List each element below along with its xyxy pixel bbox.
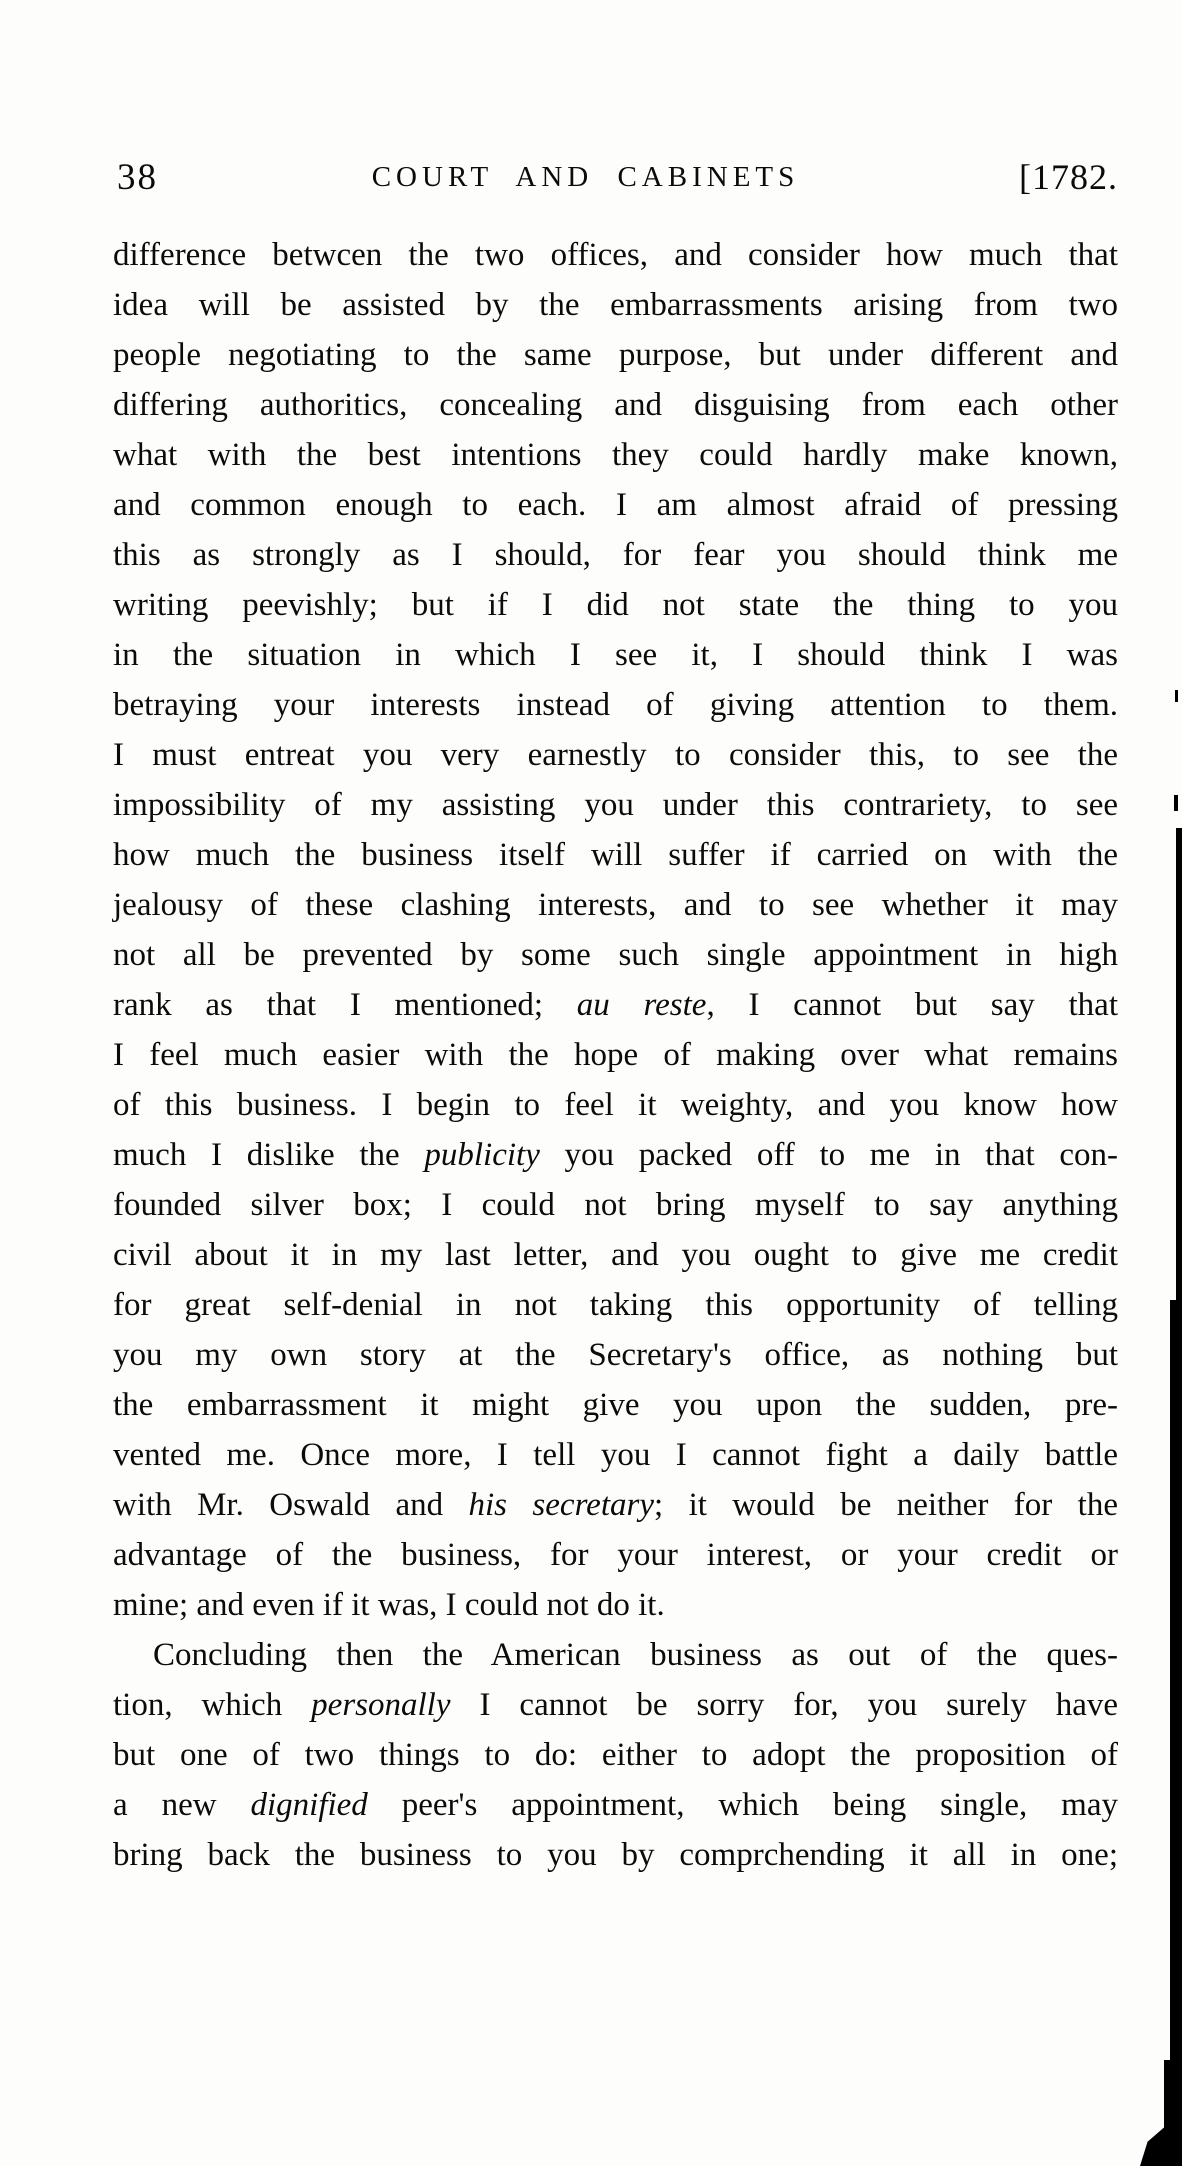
text-line: advantage of the business, for your interest, or your credit or [113,1537,1118,1573]
text-line: in the situation in which I see it, I should think I was [113,637,1118,673]
text-line: what with the best intentions they could hardly make known, [113,437,1118,473]
text-line: with Mr. Oswald and his secretary; it would be neither for the [113,1487,1118,1523]
italic-phrase: personally [311,1687,451,1723]
text-line: this as strongly as I should, for fear you should think me [113,537,1118,573]
text-line: people negotiating to the same purpose, but under different and [113,337,1118,373]
text-line: writing peevishly; but if I did not state the thing to you [113,587,1118,623]
text-line: not all be prevented by some such single appointment in high [113,937,1118,973]
text-line: for great self-denial in not taking this opportunity of telling [113,1287,1118,1323]
text-line: a new dignified peer's appointment, which being single, may [113,1787,1118,1823]
text-line: differing authoritics, concealing and disguising from each other [113,387,1118,423]
text-line: the embarrassment it might give you upon the sudden, pre- [113,1387,1118,1423]
text-line: Concluding then the American business as out of the ques- [153,1637,1118,1673]
italic-phrase: au reste [576,987,707,1023]
year-marker: [1782. [1019,157,1118,197]
scan-artifact-corner-blob [1140,2112,1182,2166]
scan-artifact-dash-upper [1175,690,1178,702]
text-line: founded silver box; I could not bring myself to say anything [113,1187,1118,1223]
running-title: COURT AND CABINETS [371,161,800,193]
italic-phrase: publicity [424,1137,540,1173]
scan-artifact-streak [1176,828,1182,1308]
text-line: and common enough to each. I am almost afraid of pressing [113,487,1118,523]
text-line: jealousy of these clashing interests, and to see whether it may [113,887,1118,923]
page-body-text [113,230,1118,1880]
text-line: how much the business itself will suffer if carried on with the [113,837,1118,873]
italic-phrase: his secretary [468,1487,654,1523]
text-line: rank as that I mentioned; au reste, I cannot but say that [113,987,1118,1023]
text-line: impossibility of my assisting you under this contrariety, to see [113,787,1118,823]
scan-artifact-band [1170,1300,1182,2120]
text-line: tion, which personally I cannot be sorry for, you surely have [113,1687,1118,1723]
text-line: I must entreat you very earnestly to consider this, to see the [113,737,1118,773]
text-line: mine; and even if it was, I could not do it. [113,1587,665,1623]
text-line: civil about it in my last letter, and you ought to give me credit [113,1237,1118,1273]
text-line: much I dislike the publicity you packed off to me in that con- [113,1137,1118,1173]
text-line: of this business. I begin to feel it weighty, and you know how [113,1087,1118,1123]
text-line: I feel much easier with the hope of making over what remains [113,1037,1118,1073]
text-line: idea will be assisted by the embarrassments arising from two [113,287,1118,323]
italic-phrase: dignified [250,1787,368,1823]
scan-artifact-dash [1174,795,1178,811]
text-line: you my own story at the Secretary's office, as nothing but [113,1337,1118,1373]
text-line: vented me. Once more, I tell you I cannot fight a daily battle [113,1437,1118,1473]
page-header [113,156,1118,200]
text-line: but one of two things to do: either to adopt the proposition of [113,1737,1118,1773]
text-line: bring back the business to you by comprchending it all in one; [113,1837,1118,1873]
text-line: difference betwcen the two offices, and consider how much that [113,237,1118,273]
text-line: betraying your interests instead of giving attention to them. [113,687,1118,723]
page-number: 38 [117,157,158,198]
